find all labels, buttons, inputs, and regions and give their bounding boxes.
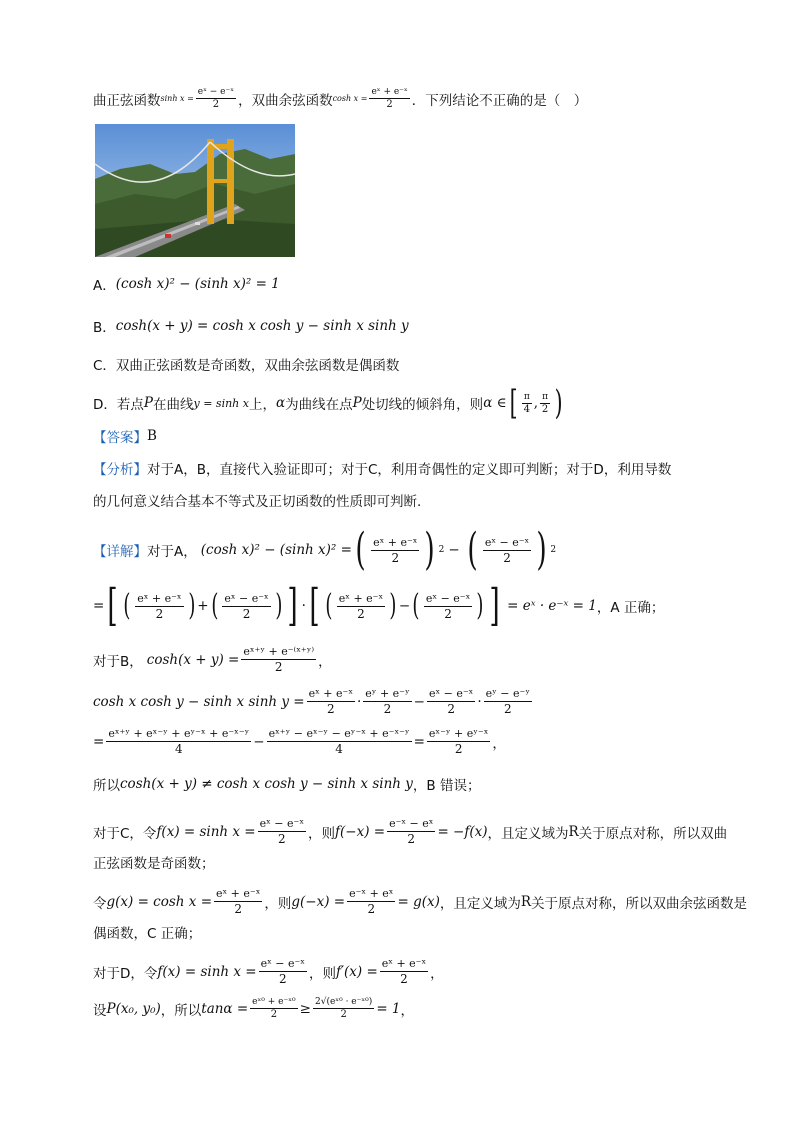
sinh-fraction: $\frac{\text{eˣ − e⁻ˣ}}{2}$ xyxy=(197,87,235,110)
detail-tag: 【详解】 xyxy=(93,544,147,560)
detail-c-line-2: 正弦函数是奇函数； xyxy=(93,856,215,872)
detail-b-line-2: cosh x cosh y − sinh x sinh y = $\frac{\text{eˣ + e⁻ˣ}}{2}$ · $\frac{\text{eʸ + e⁻ʸ}}{2}$ − $\frac{\text{eˣ − e⁻ˣ}}{2}$ · $\frac{\text{eʸ − e⁻ʸ}}{2}$ xyxy=(93,687,530,716)
detail-a-line-1: 【详解】 对于A， (cosh x)² − (sinh x)² = ( $\frac{\text{eˣ + e⁻ˣ}}{2}$ ) 2 − ( $\frac{\text{eˣ − e⁻ˣ}}{2}$ ) 2 xyxy=(93,524,557,575)
cosh-fraction: $\frac{\text{eˣ + e⁻ˣ}}{2}$ xyxy=(371,87,408,110)
suspension-bridge-photo xyxy=(95,124,295,257)
detail-b-line-1: 对于B， cosh(x + y) = $\frac{\text{eˣ⁺ʸ + e⁻⁽ˣ⁺ʸ⁾}}{2}$ ， xyxy=(93,645,332,674)
sinh-definition-label: sinh x = xyxy=(160,94,194,103)
pi-over-4: $\frac{\pi}{4}$ xyxy=(523,391,530,415)
question-line xyxy=(93,86,587,111)
option-a-expression: (cosh x)² − (sinh x)² = 1 xyxy=(115,276,280,292)
option-a-label: A． xyxy=(93,278,116,294)
detail-b-conclusion: 所以 cosh(x + y) ≠ cosh x cosh y − sinh x sinh y ，B 错误； xyxy=(93,776,481,794)
analysis-tag: 【分析】 xyxy=(93,462,147,478)
question-intro-c: ．下列结论不正确的是（ ） xyxy=(411,92,588,109)
answer-value: B xyxy=(147,428,157,444)
pi-over-2: $\frac{\pi}{2}$ xyxy=(541,391,549,415)
answer-tag: 【答案】 xyxy=(93,430,147,446)
detail-d-line-1: 对于D，令 f(x) = sinh x = $\frac{\text{eˣ − e⁻ˣ}}{2}$ ，则 f′(x) = $\frac{\text{eˣ + e⁻ˣ}}{2}$ ， xyxy=(93,957,444,986)
detail-g-line-1: 令 g(x) = cosh x = $\frac{\text{eˣ + e⁻ˣ}}{2}$ ，则 g(−x) = $\frac{\text{e⁻ˣ + eˣ}}{2}$ = g(x) ，且定义域为 R 关于原点对称，所以双曲余弦函数是 xyxy=(93,887,748,916)
option-b-expression: cosh(x + y) = cosh x cosh y − sinh x sinh y xyxy=(115,318,409,334)
detail-g-line-2: 偶函数，C 正确； xyxy=(93,926,202,942)
detail-c-line-1: 对于C，令 f(x) = sinh x = $\frac{\text{eˣ − e⁻ˣ}}{2}$ ，则 f(−x) = $\frac{\text{e⁻ˣ − eˣ}}{2}$ = −f(x) ，且定义域为 R 关于原点对称，所以双曲 xyxy=(93,817,728,846)
detail-a-line-2: = [ ( $\frac{\text{eˣ + e⁻ˣ}}{2}$ ) + ( $\frac{\text{eˣ − e⁻ˣ}}{2}$ ) ] · [ ( $\frac{\text{eˣ + e⁻ˣ}}{2}$ ) − ( $\frac{\text{eˣ − e⁻ˣ}}{2}$ ) ] = eˣ · e⁻ˣ = 1 ，A 正确； xyxy=(93,580,665,631)
answer-line xyxy=(93,426,157,446)
question-intro-a: 曲正弦函数 xyxy=(93,92,161,109)
option-a xyxy=(93,274,280,294)
detail-b-line-3: = $\frac{\text{eˣ⁺ʸ + eˣ⁻ʸ + eʸ⁻ˣ + e⁻ˣ⁻ʸ}}{4}$ − $\frac{\text{eˣ⁺ʸ − eˣ⁻ʸ − eʸ⁻ˣ + e⁻ˣ⁻ʸ}}{4}$ = $\frac{\text{eˣ⁻ʸ + eʸ⁻ˣ}}{2}$ ， xyxy=(93,727,506,756)
bridge-illustration xyxy=(95,124,295,257)
cosh-definition-label: cosh x = xyxy=(332,94,368,103)
option-b xyxy=(93,316,409,336)
analysis-line-1: 【分析】 对于A，B，直接代入验证即可；对于C，利用奇偶性的定义即可判断；对于D，利用导数 xyxy=(93,458,671,478)
question-intro-b: ，双曲余弦函数 xyxy=(238,92,333,109)
option-b-label: B． xyxy=(93,320,116,336)
option-d: D．若点 P 在曲线 y = sinh x 上， α 为曲线在点 P 处切线的倾斜角，则 α ∈ [ $\frac{\pi}{4}$ , $\frac{\pi}{2}$ ) xyxy=(93,383,563,423)
option-c xyxy=(93,354,399,374)
option-c-text: C．双曲正弦函数是奇函数，双曲余弦函数是偶函数 xyxy=(93,358,400,374)
detail-d-line-2: 设 P(x₀, y₀) ，所以 tanα = $\frac{\text{eˣ⁰ + e⁻ˣ⁰}}{2}$ ≥ $\frac{\text{2√(eˣ⁰ · e⁻ˣ⁰)}}{2}$ = 1 ， xyxy=(93,997,415,1020)
analysis-line-2: 的几何意义结合基本不等式及正切函数的性质即可判断. xyxy=(93,494,422,510)
